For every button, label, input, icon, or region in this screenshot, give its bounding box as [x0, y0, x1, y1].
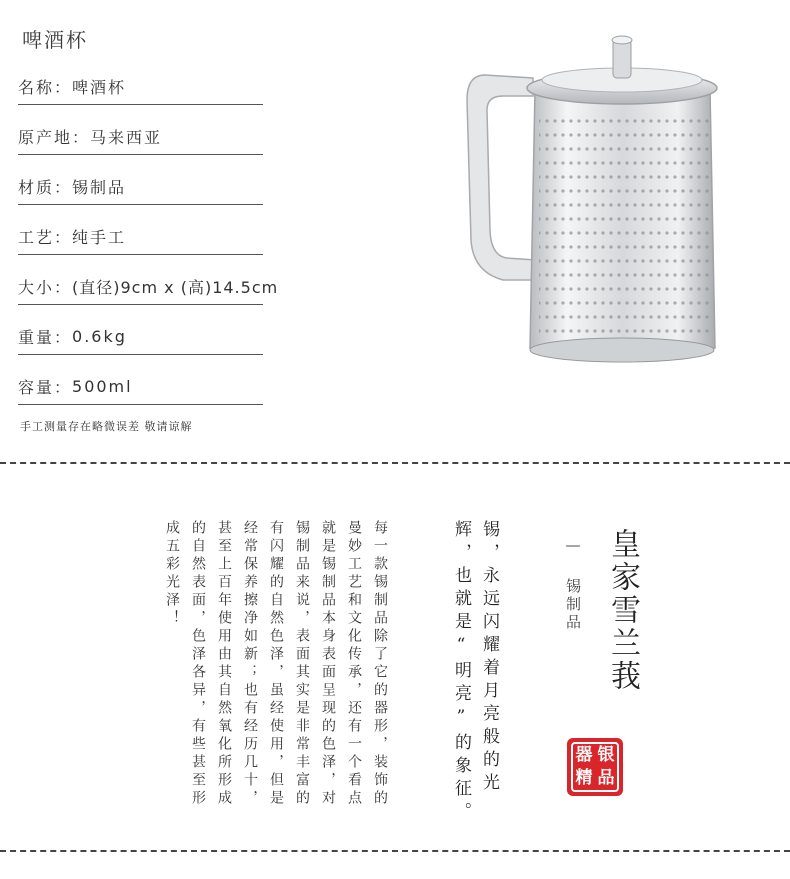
spec-row-capacity [18, 368, 263, 405]
spec-row-name [18, 68, 263, 105]
body-column-5: 有闪耀的自然色泽，虽经使用，但是 [268, 520, 284, 808]
seal-char: 品 [597, 768, 615, 788]
spec-value: 纯手工 [72, 227, 127, 247]
brand-subheading: — 锡制品 [564, 536, 582, 632]
spec-label: 名称： [18, 77, 73, 97]
lead-column-1: 锡，永远闪耀着月亮般的光 [479, 520, 499, 796]
seal-char: 精 [575, 768, 593, 788]
spec-row-material [18, 168, 263, 205]
spec-label: 原产地： [18, 127, 91, 147]
page-title: 啤酒杯 [22, 28, 88, 52]
spec-label: 材质： [18, 177, 73, 197]
red-seal-stamp [567, 738, 623, 796]
body-column-4: 锡制品来说，表面其实是非常丰富的 [294, 520, 310, 808]
measurement-note: 手工测量存在略微误差 敬请谅解 [20, 420, 193, 433]
seal-char: 银 [597, 745, 615, 765]
brand-heading: 皇家雪兰莪 [605, 528, 640, 693]
spec-row-origin [18, 118, 263, 155]
spec-value: (直径)9cm x (高)14.5cm [72, 277, 279, 297]
body-column-2: 曼妙工艺和文化传承，还有一个看点 [346, 520, 362, 808]
body-column-6: 经常保养擦净如新；也有经历几十， [242, 520, 258, 808]
seal-char: 器 [575, 745, 593, 765]
spec-value: 啤酒杯 [72, 77, 127, 97]
spec-label: 大小： [18, 277, 73, 297]
spec-value: 500ml [72, 376, 133, 396]
spec-row-craft [18, 218, 263, 255]
body-column-8: 的自然表面，色泽各异，有些甚至形 [190, 520, 206, 808]
spec-label: 重量： [18, 327, 73, 347]
spec-value: 马来西亚 [90, 127, 163, 147]
body-column-7: 甚至上百年使用由其自然氧化所形成 [216, 520, 232, 808]
lead-column-2: 辉，也就是“明亮”的象征。 [451, 520, 471, 825]
body-column-3: 就是锡制品本身表面呈现的色泽，对 [320, 520, 336, 808]
spec-value: 锡制品 [72, 177, 127, 197]
spec-value: 0.6kg [72, 326, 127, 346]
spec-label: 工艺： [18, 227, 73, 247]
divider-bottom [0, 850, 790, 852]
pewter-mug-image [455, 30, 720, 395]
spec-label: 容量： [18, 377, 73, 397]
spec-row-size [18, 268, 279, 305]
spec-row-weight [18, 318, 263, 355]
body-column-9: 成五彩光泽！ [164, 520, 180, 628]
body-column-1: 每一款锡制品除了它的器形，装饰的 [372, 520, 388, 808]
divider-top [0, 462, 790, 464]
